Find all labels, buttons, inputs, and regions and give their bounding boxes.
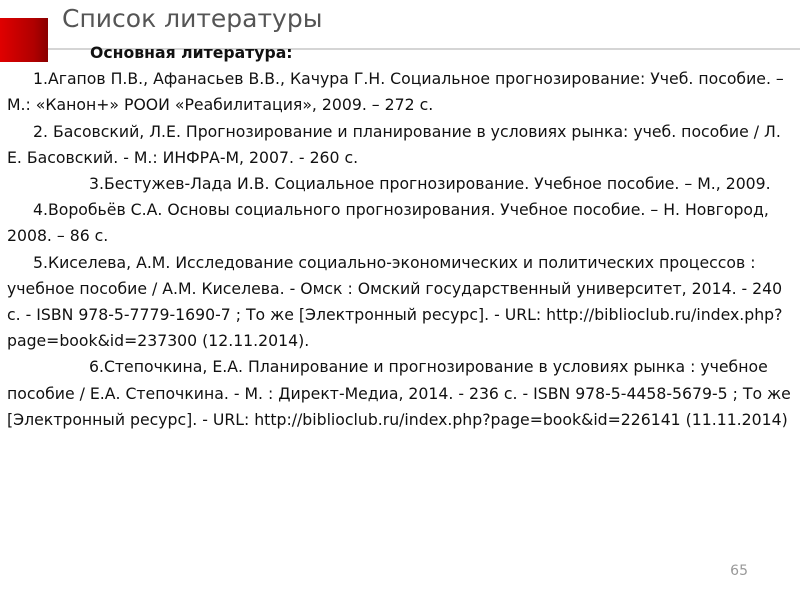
- section-heading: Основная литература:: [90, 43, 293, 62]
- slide-title: Список литературы: [62, 4, 323, 33]
- page-number: 65: [730, 563, 748, 579]
- reference-item-5: 5.Киселева, А.М. Исследование социально-экономических и политических процессов : учебное пособие / А.М. Киселева. - Омск : Омский государственный университет, 2014. - 240 с. - ISBN 978-5-7779-1690-7 ; То же [Электронный ресурс]. - URL: http://biblioclub.ru/index.php?page=book&id=237300 (12.11.2014).: [7, 252, 783, 351]
- reference-item-4: 4.Воробьёв С.А. Основы социального прогнозирования. Учебное пособие. – Н. Новгород, 2008. – 86 с.: [7, 200, 769, 246]
- reference-item-2: 2. Басовский, Л.Е. Прогнозирование и планирование в условиях рынка: учеб. пособие / Л. Е. Басовский. - М.: ИНФРА-М, 2007. - 260 с.: [7, 121, 781, 167]
- reference-item-3: 3.Бестужев-Лада И.В. Социальное прогнозирование. Учебное пособие. – М., 2009.: [89, 174, 771, 194]
- bibliography-list: [7, 40, 793, 433]
- reference-item-6: 6.Степочкина, Е.А. Планирование и прогнозирование в условиях рынка : учебное пособие / Е.А. Степочкина. - М. : Директ-Медиа, 2014. - 236 с. - ISBN 978-5-4458-5679-5 ; То же [Электронный ресурс]. - URL: http://biblioclub.ru/index.php?page=book&id=226141 (11.11.2014): [7, 357, 791, 429]
- reference-item-1: 1.Агапов П.В., Афанасьев В.В., Качура Г.Н. Социальное прогнозирование: Учеб. пособие. – М.: «Канон+» РООИ «Реабилитация», 2009. – 272 с.: [7, 69, 784, 115]
